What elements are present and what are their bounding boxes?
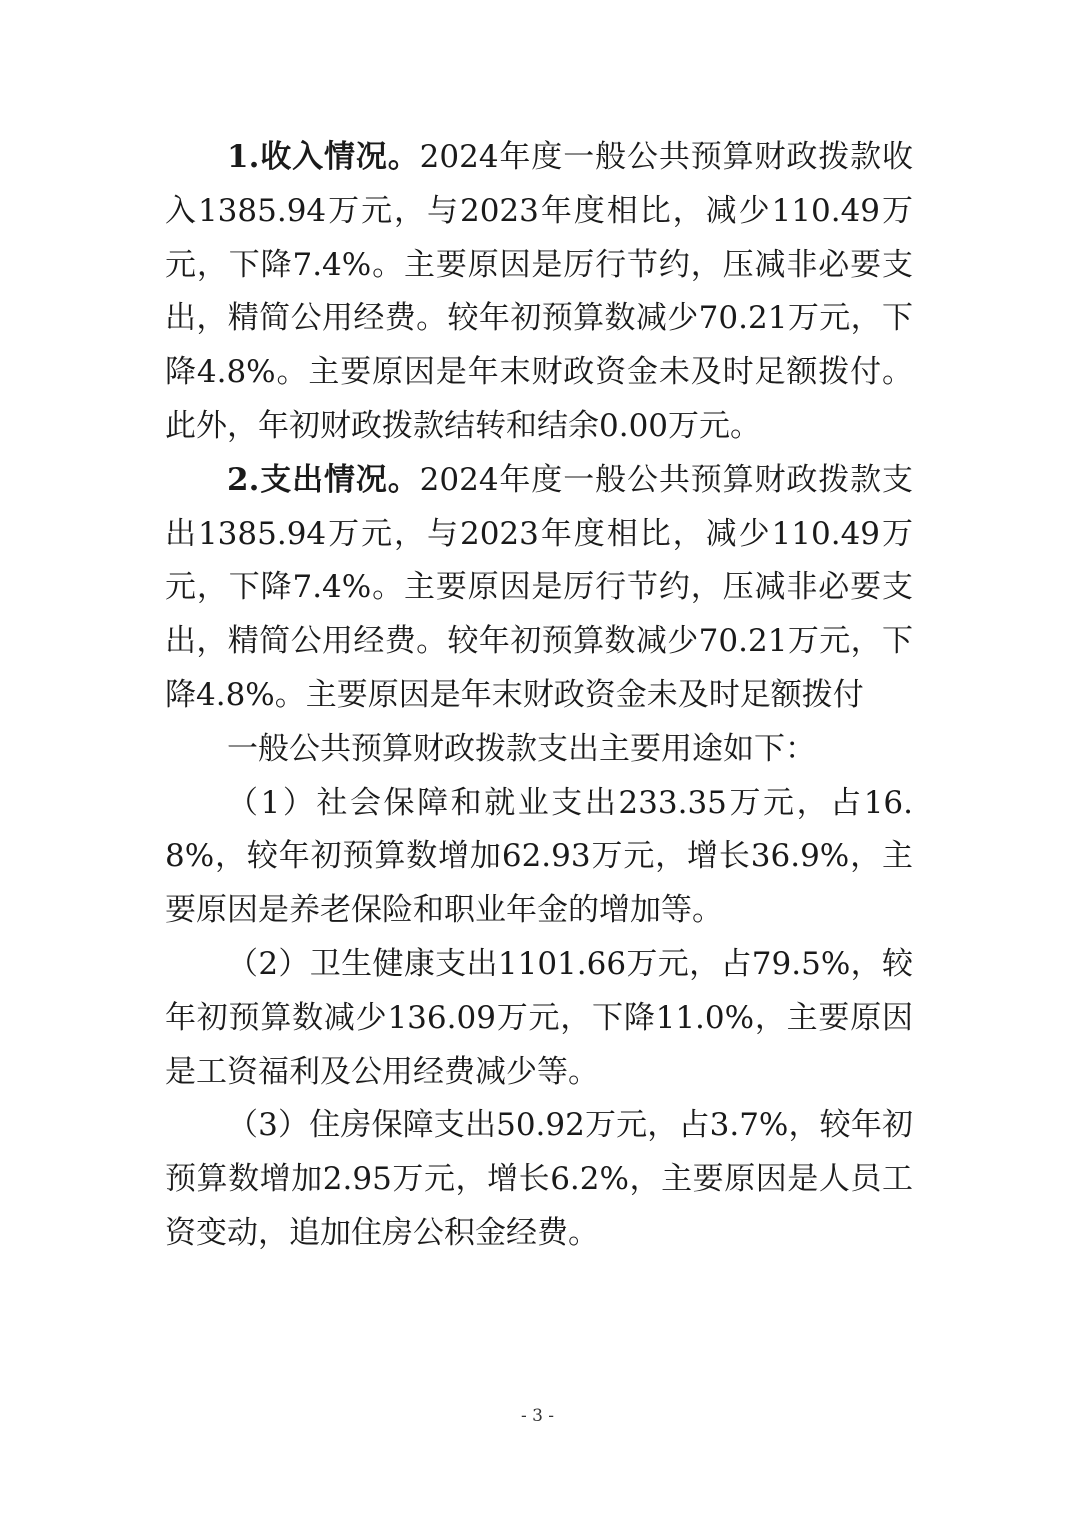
paragraph-item-2 [165, 938, 913, 1099]
paragraph-item-3 [165, 1099, 913, 1260]
text-item-1: （1）社会保障和就业支出233.35万元，占16.8%，较年初预算数增加62.93万元，增长36.9%，主要原因是养老保险和职业年金的增加等。 [165, 784, 913, 929]
paragraph-income [165, 131, 913, 454]
paragraph-item-1 [165, 777, 913, 938]
page-number: - 3 - [520, 1406, 555, 1426]
text-expenditure: 2024年度一般公共预算财政拨款支出1385.94万元，与2023年度相比，减少110.49万元，下降7.4%。主要原因是厉行节约，压减非必要支出，精简公用经费。较年初预算数减少70.21万元，下降4.8%。主要原因是年末财政资金未及时足额拨付 [165, 461, 913, 713]
text-income: 2024年度一般公共预算财政拨款收入1385.94万元，与2023年度相比，减少110.49万元，下降7.4%。主要原因是厉行节约，压减非必要支出，精简公用经费。较年初预算数减少70.21万元，下降4.8%。主要原因是年末财政资金未及时足额拨付。此外，年初财政拨款结转和结余0.00万元。 [165, 139, 913, 444]
paragraph-usage-intro [165, 723, 913, 777]
text-usage-intro: 一般公共预算财政拨款支出主要用途如下： [227, 730, 816, 767]
heading-income: 1.收入情况。 [227, 139, 420, 175]
paragraph-expenditure [165, 454, 913, 723]
text-item-2: （2）卫生健康支出1101.66万元，占79.5%，较年初预算数减少136.09万元，下降11.0%，主要原因是工资福利及公用经费减少等。 [165, 945, 913, 1090]
heading-expenditure: 2.支出情况。 [227, 461, 420, 498]
text-item-3: （3）住房保障支出50.92万元，占3.7%，较年初预算数增加2.95万元，增长6.2%，主要原因是人员工资变动，追加住房公积金经费。 [165, 1107, 913, 1251]
document-body [165, 131, 913, 1261]
